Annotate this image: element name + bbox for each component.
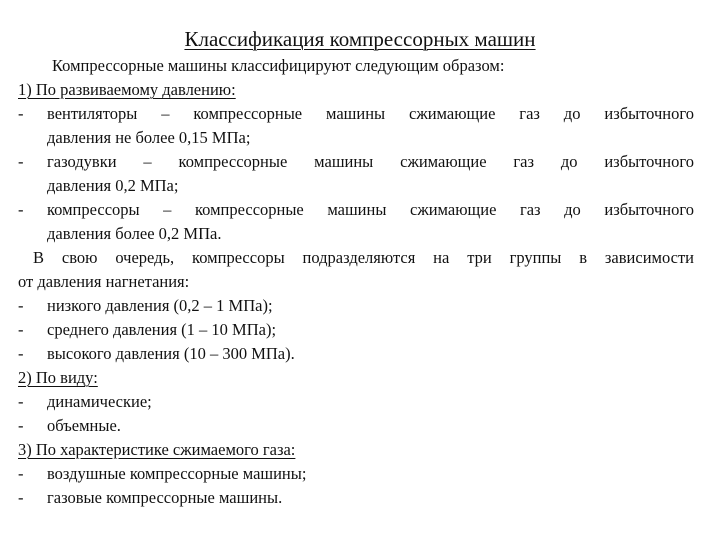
list-item-text <box>47 198 694 246</box>
section-1-heading-line <box>18 78 694 102</box>
section-1-heading: 1) По развиваемому давлению: <box>18 80 236 99</box>
list-item <box>18 150 694 198</box>
bullet-dash: - <box>18 392 24 411</box>
list-item <box>18 390 694 414</box>
bullet-dash: - <box>18 464 24 483</box>
list-item <box>18 198 694 246</box>
list-item <box>18 294 694 318</box>
list-item-line: газодувки – компрессорные машины сжимающие газ до избыточного <box>47 152 694 171</box>
list-item <box>18 102 694 150</box>
bullet-dash: - <box>18 488 24 507</box>
list-item <box>18 486 694 510</box>
bullet-dash: - <box>18 416 24 435</box>
list-item-text: воздушные компрессорные машины; <box>47 464 307 483</box>
list-item <box>18 342 694 366</box>
list-item <box>18 414 694 438</box>
slide-body <box>18 54 694 510</box>
section-3-heading: 3) По характеристике сжимаемого газа: <box>18 440 296 459</box>
list-item-line: давления не более 0,15 МПа; <box>47 128 251 147</box>
paragraph-line: от давления нагнетания: <box>18 272 190 291</box>
list-item <box>18 462 694 486</box>
paragraph-line: В свою очередь, компрессоры подразделяются на три группы в зависимости <box>33 248 694 267</box>
bullet-dash: - <box>18 152 24 171</box>
bullet-dash: - <box>18 104 24 123</box>
bullet-dash: - <box>18 320 24 339</box>
slide-title-text: Классификация компрессорных машин <box>184 27 536 51</box>
list-item-text: высокого давления (10 – 300 МПа). <box>47 344 295 363</box>
list-item-line: вентиляторы – компрессорные машины сжимающие газ до избыточного <box>47 104 694 123</box>
list-item-text <box>47 102 694 150</box>
bullet-dash: - <box>18 296 24 315</box>
section-2-heading: 2) По виду: <box>18 368 98 387</box>
list-item-line: давления 0,2 МПа; <box>47 176 179 195</box>
intro-text: Компрессорные машины классифицируют следующим образом: <box>52 56 505 75</box>
bullet-dash: - <box>18 344 24 363</box>
list-item-text: низкого давления (0,2 – 1 МПа); <box>47 296 273 315</box>
list-item <box>18 318 694 342</box>
section-3-heading-line <box>18 438 694 462</box>
list-item-text: объемные. <box>47 416 121 435</box>
section-2-heading-line <box>18 366 694 390</box>
bullet-dash: - <box>18 200 24 219</box>
list-item-text: среднего давления (1 – 10 МПа); <box>47 320 277 339</box>
list-item-line: компрессоры – компрессорные машины сжимающие газ до избыточного <box>47 200 694 219</box>
list-item-line: давления более 0,2 МПа. <box>47 224 222 243</box>
list-item-text <box>47 150 694 198</box>
list-item-text: динамические; <box>47 392 152 411</box>
slide-title <box>0 24 720 54</box>
list-item-text: газовые компрессорные машины. <box>47 488 283 507</box>
